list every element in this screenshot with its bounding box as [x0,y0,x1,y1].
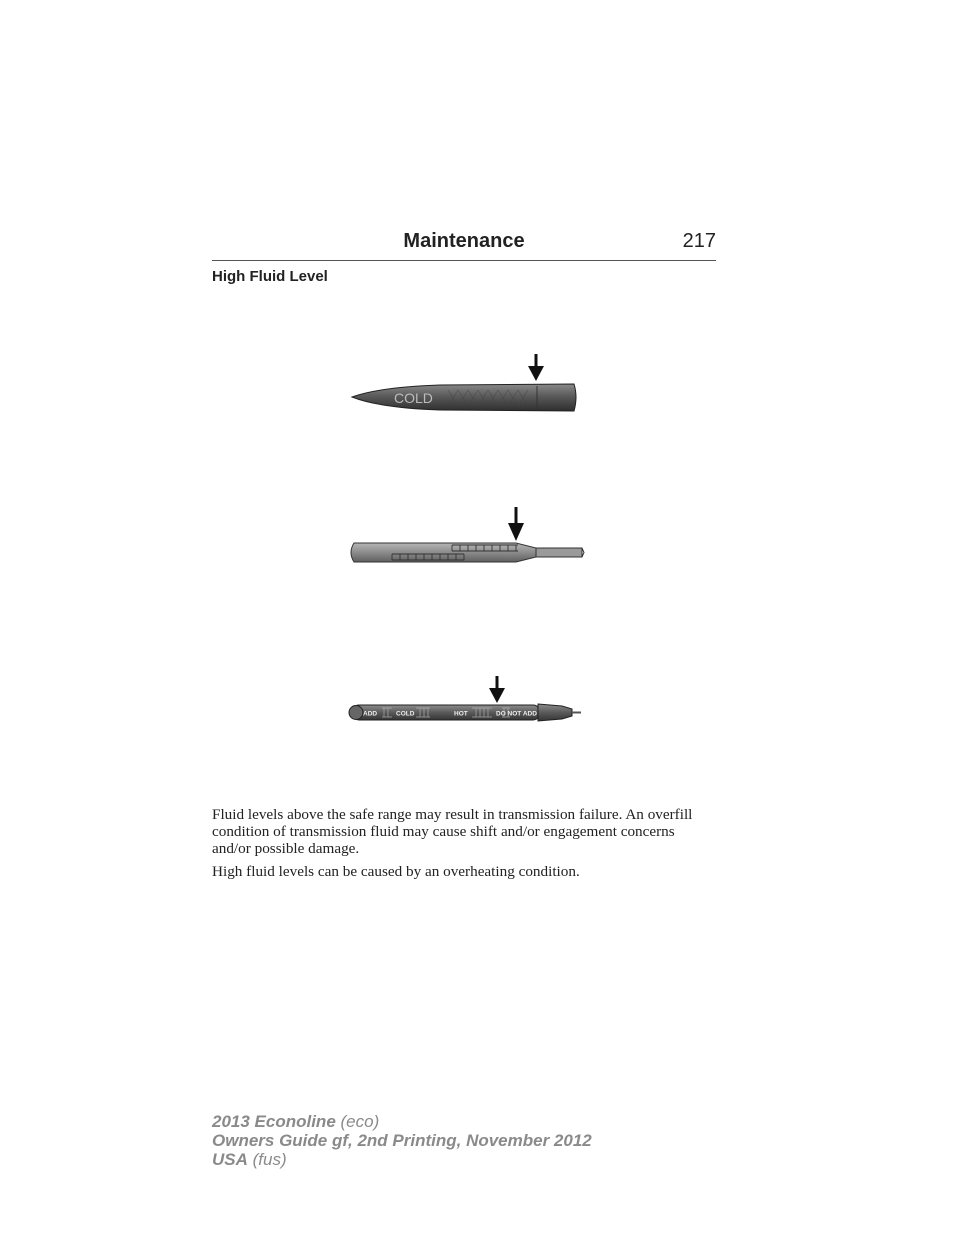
arrow-down-icon [489,676,505,703]
footer-market-code: (fus) [252,1150,287,1169]
footer [212,1112,592,1169]
footer-model-code: (eco) [340,1112,380,1131]
body-text [212,806,716,886]
section-title: Maintenance [403,230,525,252]
do-not-add-label: DO NOT ADD [496,710,537,718]
footer-market: USA [212,1150,248,1169]
footer-line-3 [212,1150,592,1169]
subheading: High Fluid Level [212,268,328,285]
paragraph: Fluid levels above the safe range may result in transmission failure. An overfill condition of transmission fluid may cause shift and/or engagement concerns and/or possible damage. [212,806,693,857]
cold-label: COLD [396,710,415,718]
add-label: ADD [363,710,378,718]
dipstick-illustration-1 [340,350,590,420]
footer-model: 2013 Econoline [212,1112,336,1131]
arrow-down-icon [528,354,544,381]
footer-line-2: Owners Guide gf, 2nd Printing, November 2012 [212,1131,592,1150]
hot-label: HOT [454,710,468,718]
footer-line-1 [212,1112,592,1131]
paragraph: High fluid levels can be caused by an overheating condition. [212,863,580,880]
page-number: 217 [682,230,716,252]
dipstick-illustration-2 [340,505,590,570]
cold-label: COLD [394,390,433,406]
page-header [212,228,716,261]
arrow-down-icon [508,507,524,541]
dipstick-illustration-3 [340,672,590,732]
